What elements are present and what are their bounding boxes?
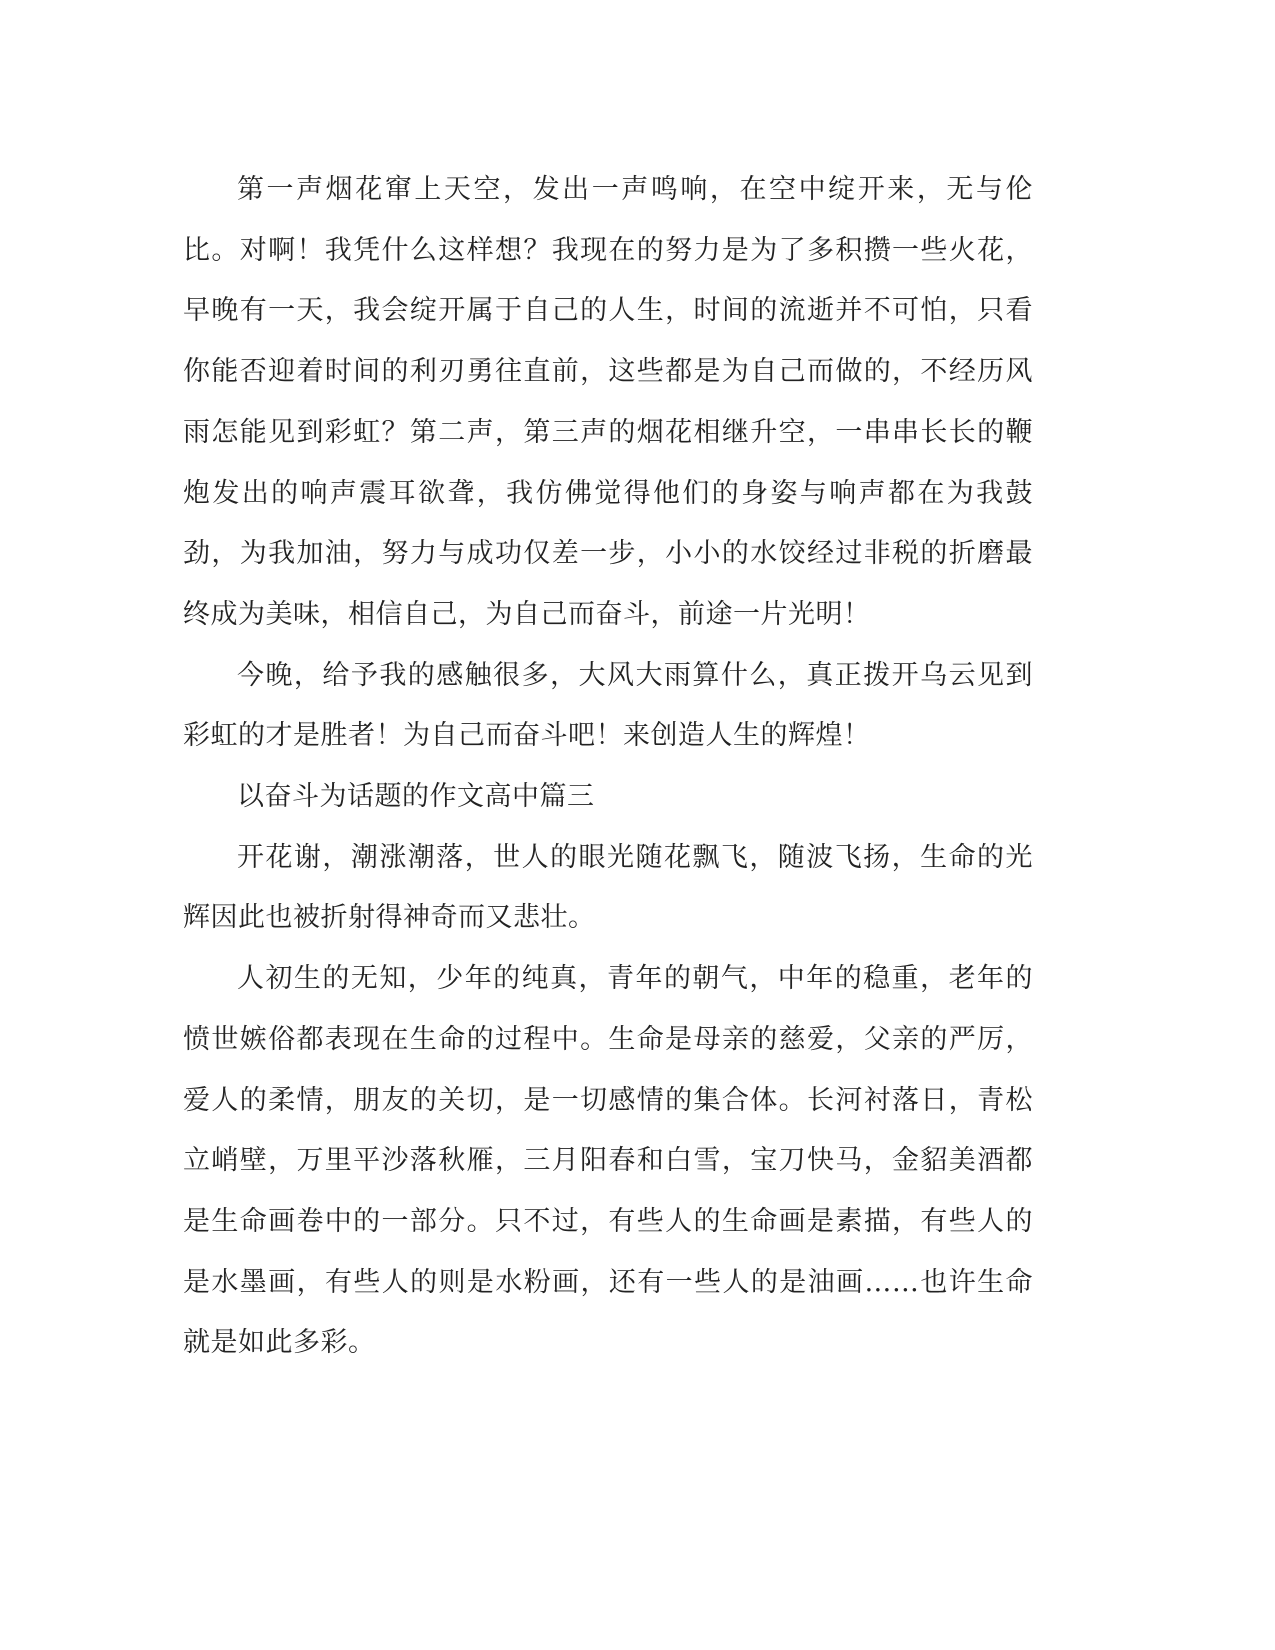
paragraph-flowers: 开花谢，潮涨潮落，世人的眼光随花飘飞，随波飞扬，生命的光辉因此也被折射得神奇而又悲壮。 <box>183 841 1033 934</box>
paragraph-tonight: 今晚，给予我的感触很多，大风大雨算什么，真正拨开乌云见到彩虹的才是胜者！为自己而奋斗吧！来创造人生的辉煌！ <box>183 659 1033 752</box>
section-heading: 以奋斗为话题的作文高中篇三 <box>237 781 595 813</box>
paragraph-life: 人初生的无知，少年的纯真，青年的朝气，中年的稳重，老年的愤世嫉俗都表现在生命的过程中。生命是母亲的慈爱，父亲的严厉，爱人的柔情，朋友的关切，是一切感情的集合体。长河衬落日，青松立峭壁，万里平沙落秋雁，三月阳春和白雪，宝刀快马，金貂美酒都是生命画卷中的一部分。只不过，有些人的生命画是素描，有些人的是水墨画，有些人的则是水粉画，还有一些人的是油画……也许生命就是如此多彩。 <box>183 963 1033 1359</box>
document-body <box>183 160 1033 1374</box>
paragraph-fireworks: 第一声烟花窜上天空，发出一声鸣响，在空中绽开来，无与伦比。对啊！我凭什么这样想？我现在的努力是为了多积攒一些火花，早晚有一天，我会绽开属于自己的人生，时间的流逝并不可怕，只看你能否迎着时间的利刃勇往直前，这些都是为自己而做的，不经历风雨怎能见到彩虹？第二声，第三声的烟花相继升空，一串串长长的鞭炮发出的响声震耳欲聋，我仿佛觉得他们的身姿与响声都在为我鼓劲，为我加油，努力与成功仅差一步，小小的水饺经过非税的折磨最终成为美味，相信自己，为自己而奋斗，前途一片光明！ <box>183 174 1033 630</box>
